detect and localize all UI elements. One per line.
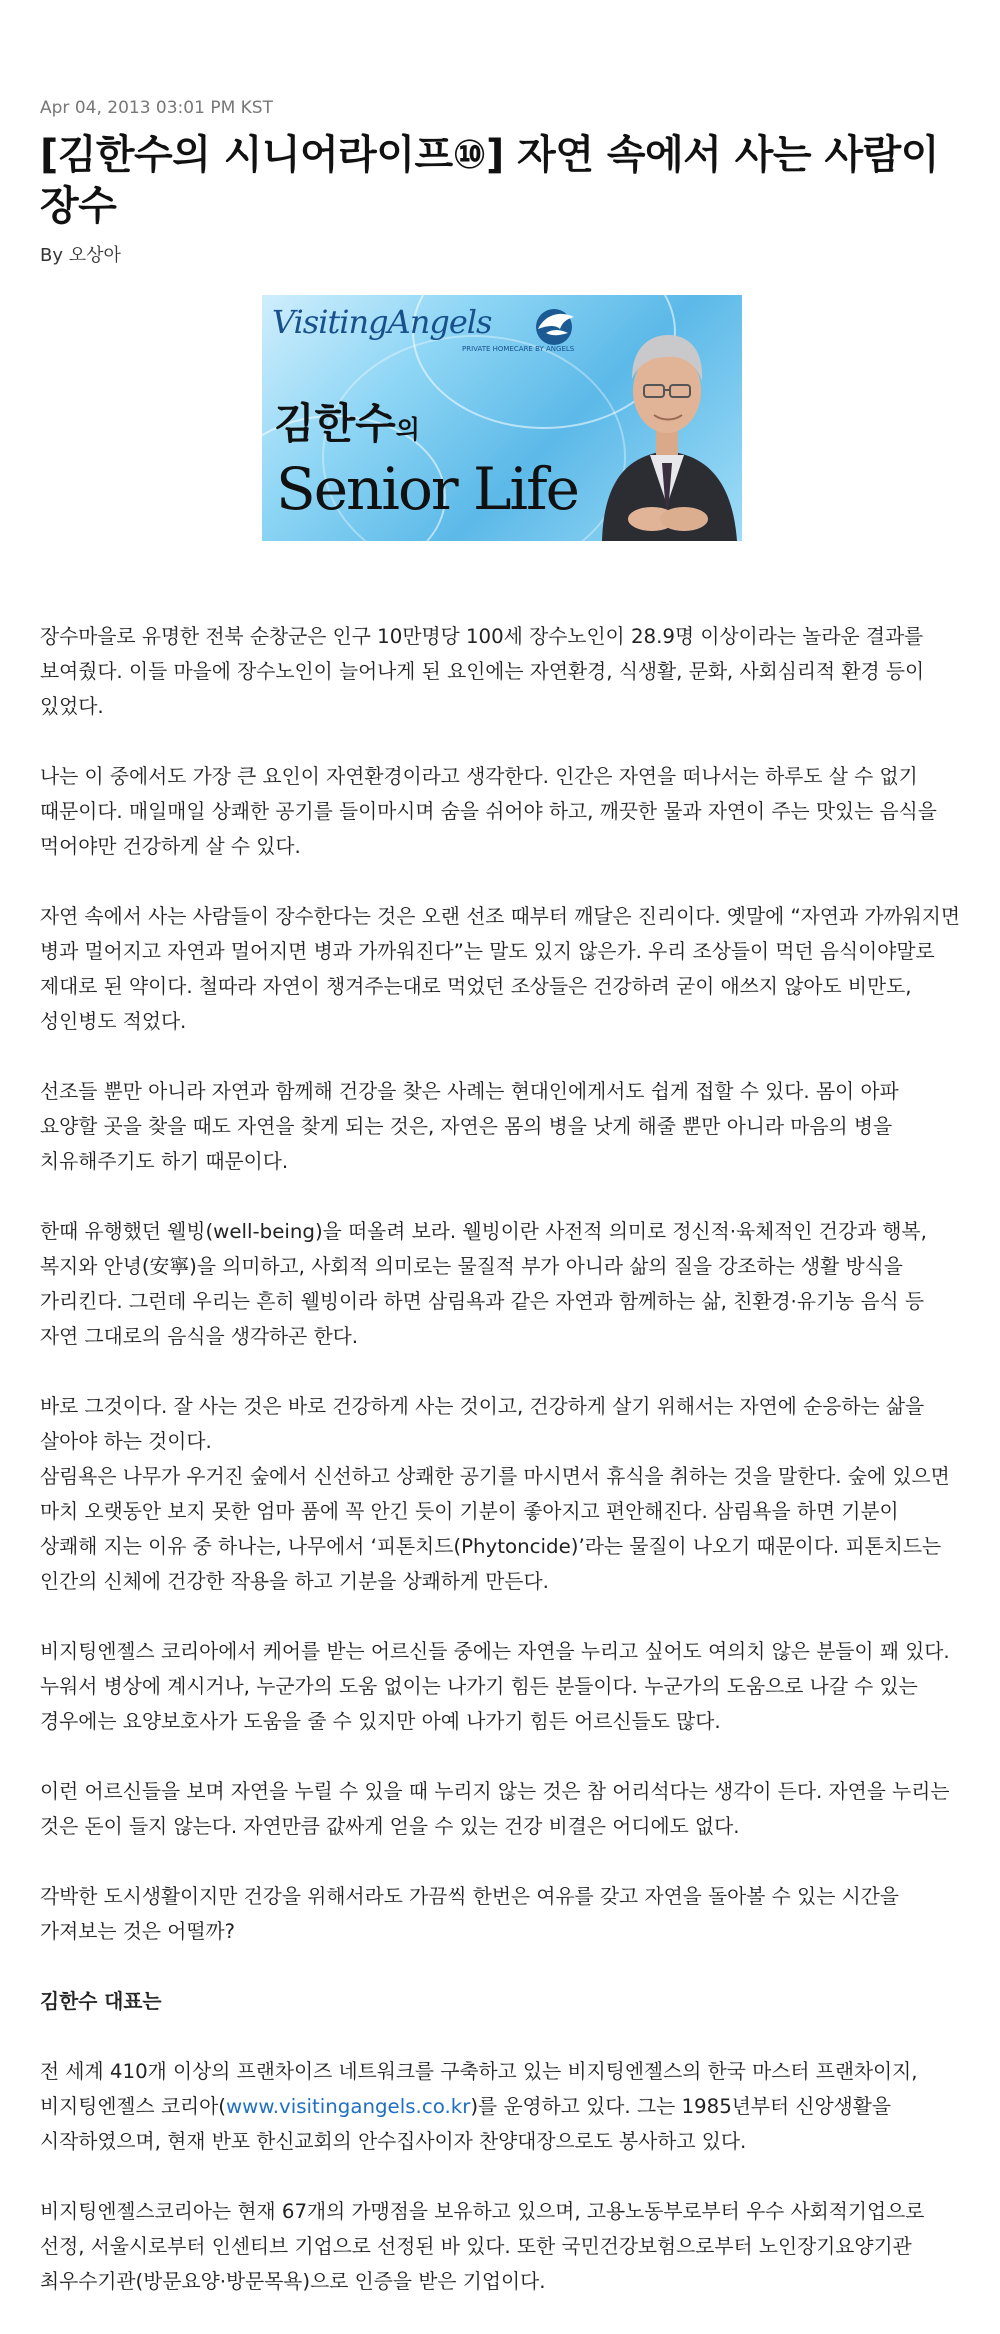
profile-bio-text: 전 세계 410개 이상의 프랜차이즈 네트워크를 구축하고 있는 비지팅엔젤스의 한국 마스터 프랜차이지, 비지팅엔젤스 코리아( (40, 2060, 918, 2118)
column-banner-image (262, 295, 742, 541)
profile-heading: 김한수 대표는 (40, 1990, 162, 2013)
banner-author-name-main: 김한수 (274, 399, 396, 448)
banner-author-name (274, 391, 420, 451)
profile-bio (40, 2054, 962, 2159)
visitingangels-link[interactable]: www.visitingangels.co.kr (225, 2095, 471, 2118)
article-body (40, 619, 962, 2299)
body-paragraph: 선조들 뿐만 아니라 자연과 함께해 건강을 찾은 사례는 현대인에게서도 쉽게 접할 수 있다. 몸이 아파 요양할 곳을 찾을 때도 자연을 찾게 되는 것은, 자연은 몸의 병을 낫게 해줄 뿐만 아니라 마음의 병을 치유해주기도 하기 때문이다. (40, 1080, 899, 1173)
body-paragraph: 한때 유행했던 웰빙(well-being)을 떠올려 보라. 웰빙이란 사전적 의미로 정신적·육체적인 건강과 행복, 복지와 안녕(安寧)을 의미하고, 사회적 의미로는 물질적 부가 아니라 삶의 질을 강조하는 생활 방식을 가리킨다. 그런데 우리는 흔히 웰빙이라 하면 삼림욕과 같은 자연과 함께하는 삶, 친환경·유기농 음식 등 자연 그대로의 음식을 생각하곤 한다. (40, 1220, 927, 1348)
body-paragraph: 각박한 도시생활이지만 건강을 위해서라도 가끔씩 한번은 여유를 갖고 자연을 돌아볼 수 있는 시간을 가져보는 것은 어떨까? (40, 1885, 899, 1943)
author-portrait (592, 305, 742, 541)
article-dateline: Apr 04, 2013 03:01 PM KST (40, 98, 273, 118)
profile-bio-text: )를 운영하고 있다. 그는 1985년부터 신앙생활을 시작하였으며, 현재 반포 한신교회의 안수집사이자 찬양대장으로도 봉사하고 있다. (40, 2095, 891, 2153)
article-title: [김한수의 시니어라이프⑩] 자연 속에서 사는 사람이 장수 (40, 132, 939, 229)
body-paragraph: 삼림욕은 나무가 우거진 숲에서 신선하고 상쾌한 공기를 마시면서 휴식을 취하는 것을 말한다. 숲에 있으면 마치 오랫동안 보지 못한 엄마 품에 꼭 안긴 듯이 기분이 좋아지고 편안해진다. 삼림욕을 하면 기분이 상쾌해 지는 이유 중 하나는, 나무에서 ‘피톤치드(Phytoncide)’라는 물질이 나오기 때문이다. 피톤치드는 인간의 신체에 건강한 작용을 하고 기분을 상쾌하게 만든다. (40, 1465, 950, 1593)
body-paragraph: 비지팅엔젤스 코리아에서 케어를 받는 어르신들 중에는 자연을 누리고 싶어도 여의치 않은 분들이 꽤 있다. 누워서 병상에 계시거나, 누군가의 도움 없이는 나가기 힘든 분들이다. 누군가의 도움으로 나갈 수 있는 경우에는 요양보호사가 도움을 줄 수 있지만 아예 나가기 힘든 어르신들도 많다. (40, 1640, 950, 1733)
body-paragraph: 이런 어르신들을 보며 자연을 누릴 수 있을 때 누리지 않는 것은 참 어리석다는 생각이 든다. 자연을 누리는 것은 돈이 들지 않는다. 자연만큼 값싸게 얻을 수 있는 건강 비결은 어디에도 없다. (40, 1780, 950, 1838)
banner-author-name-suffix: 의 (395, 415, 420, 444)
banner-tagline: PRIVATE HOMECARE BY ANGELS (462, 345, 575, 353)
body-paragraph: 자연 속에서 사는 사람들이 장수한다는 것은 오랜 선조 때부터 깨달은 진리이다. 옛말에 “자연과 가까워지면 병과 멀어지고 자연과 멀어지면 병과 가까워진다”는 말도 있지 않은가. 우리 조상들이 먹던 음식이야말로 제대로 된 약이다. 철따라 자연이 챙겨주는대로 먹었던 조상들은 건강하려 굳이 애쓰지 않아도 비만도, 성인병도 적었다. (40, 905, 960, 1033)
profile-company: 비지팅엔젤스코리아는 현재 67개의 가맹점을 보유하고 있으며, 고용노동부로부터 우수 사회적기업으로 선정, 서울시로부터 인센티브 기업으로 선정된 바 있다. 또한 국민건강보험으로부터 노인장기요양기관 최우수기관(방문요양·방문목욕)으로 인증을 받은 기업이다. (40, 2200, 925, 2293)
body-paragraph: 바로 그것이다. 잘 사는 것은 바로 건강하게 사는 것이고, 건강하게 살기 위해서는 자연에 순응하는 삶을 살아야 하는 것이다. (40, 1395, 925, 1453)
angel-dove-icon (524, 303, 584, 347)
body-paragraph: 장수마을로 유명한 전북 순창군은 인구 10만명당 100세 장수노인이 28.9명 이상이라는 놀라운 결과를 보여줬다. 이들 마을에 장수노인이 늘어나게 된 요인에는 자연환경, 식생활, 문화, 사회심리적 환경 등이 있었다. (40, 625, 925, 718)
banner-brand-logo: VisitingAngels (272, 303, 492, 341)
article (40, 0, 962, 2334)
article-byline: By 오상아 (40, 245, 121, 266)
banner-series-title: Senior Life (276, 455, 578, 523)
body-paragraph: 나는 이 중에서도 가장 큰 요인이 자연환경이라고 생각한다. 인간은 자연을 떠나서는 하루도 살 수 없기 때문이다. 매일매일 상쾌한 공기를 들이마시며 숨을 쉬어야 하고, 깨끗한 물과 자연이 주는 맛있는 음식을 먹어야만 건강하게 살 수 있다. (40, 765, 937, 858)
